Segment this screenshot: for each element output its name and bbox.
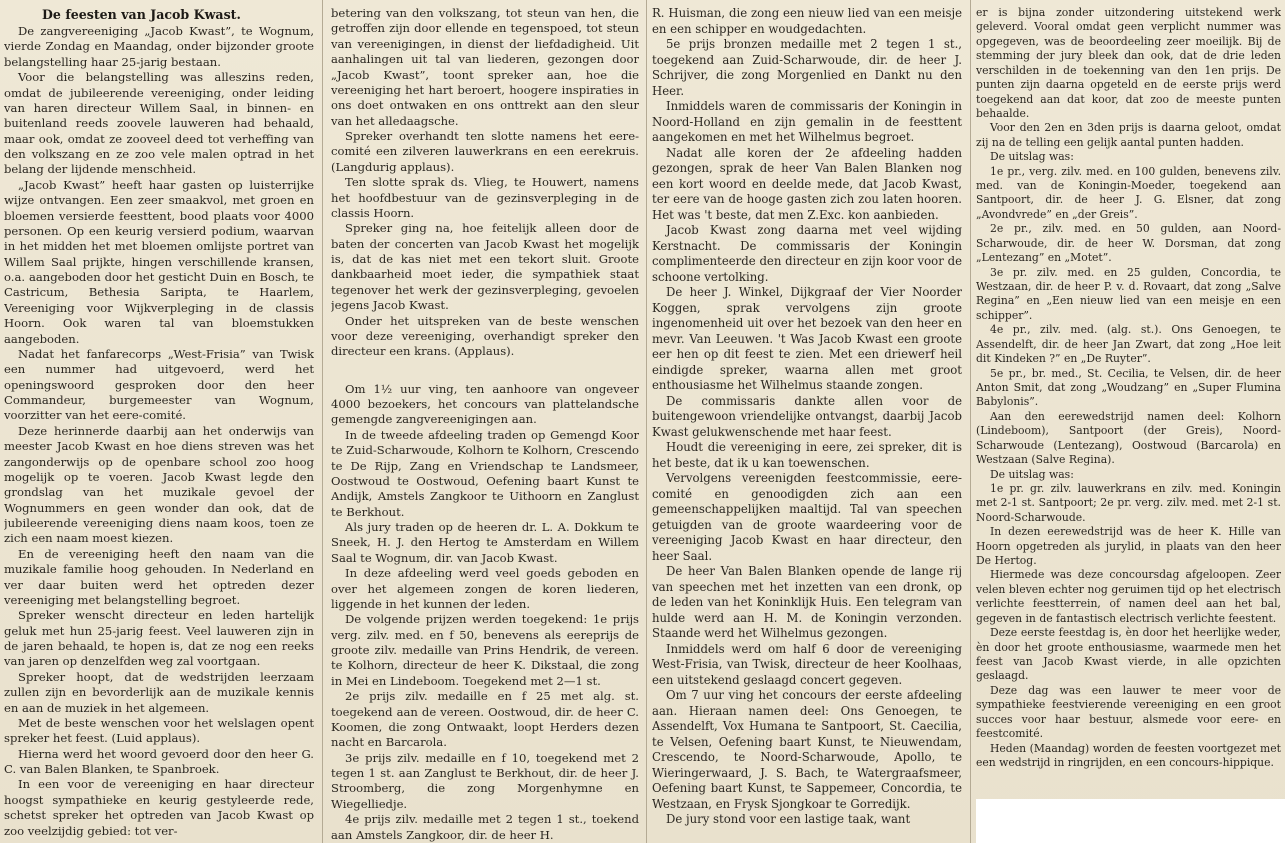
paragraph: Deze herinnerde daarbij aan het onderwijs van meester Jacob Kwast en hoe diens streven was het zangonderwijs op de openbare school zoo hoog mogelijk op te voeren. Jacob Kwast legde den grondslag van het muzikale gevoel der Wognummers en geen wonder dan ook, dat de jubileerende vereeniging diens naam koos, toen ze zich een naam moest kiezen. <box>4 423 314 546</box>
paragraph: Ten slotte sprak ds. Vlieg, te Houwert, namens het hoofdbestuur van de gezinsverpleging in de classis Hoorn. <box>331 175 639 220</box>
paragraph: 4e prijs zilv. medaille met 2 tegen 1 st., toekend aan Amstels Zangkoor, dir. de heer H. <box>331 812 639 842</box>
paragraph: Spreker hoopt, dat de wedstrijden leerzaam zullen zijn en bevorderlijk aan de muzikale kennis en aan de muziek in het algemeen. <box>4 669 314 715</box>
paragraph: Om 1½ uur ving, ten aanhoore van ongeveer 4000 bezoekers, het concours van plattelandsche gemengde zangvereenigingen aan. <box>331 381 639 427</box>
article-column-1 <box>4 6 314 843</box>
paragraph: 3e prijs zilv. medaille en f 10, toegekend met 2 tegen 1 st. aan Zanglust te Berkhout, dir. de heer J. Stroomberg, die zong Morgenhymne en Wiegelliedje. <box>331 750 639 811</box>
paragraph: In dezen eerewedstrijd was de heer K. Hille van Hoorn opgetreden als jurylid, in plaats van den heer De Hertog. <box>976 525 1281 568</box>
paragraph: Heden (Maandag) worden de feesten voortgezet met een wedstrijd in ringrijden, en een concours-hippique. <box>976 741 1281 769</box>
paragraph: De heer Van Balen Blanken opende de lange rij van speechen met het inzetten van een dronk, op de leden van het Koninklijk Huis. Een telegram van hulde werd aan H. M. de Koningin verzonden. Staande werd het Wilhelmus gezongen. <box>652 564 962 640</box>
paragraph: In de tweede afdeeling traden op Gemengd Koor te Zuid-Scharwoude, Kolhorn te Kolhorn, Crescendo te De Rijp, Zang en Vriendschap te Landsmeer, Oostwoud te Oostwoud, Oefening baart Kunst te Andijk, Amstels Zangkoor te Uithoorn en Zanglust te Berkhout. <box>331 427 639 519</box>
paragraph: Voor die belangstelling was alleszins reden, omdat de jubileerende vereeniging, onder leiding van haren directeur Willem Saal, in binnen- en buitenland reeds zoovele lauweren had behaald, maar ook, omdat ze zooveel deed tot verheffing van den volkszang en ze zoo vele malen optrad in het belang der lijdende menschheid. <box>4 70 314 177</box>
column-divider <box>970 0 971 843</box>
paragraph: Nadat alle koren der 2e afdeeling hadden gezongen, sprak de heer Van Balen Blanken nog een kort woord en deelde mede, dat Jacob Kwast, ter eere van de hooge gasten zich zou laten hooren. Het was 't beste, dat men Z.Exc. kon aanbieden. <box>652 145 962 222</box>
paragraph: 1e pr. gr. zilv. lauwerkrans en zilv. med. Koningin met 2-1 st. Santpoort; 2e pr. verg. zilv. med. met 2-1 st. Noord-Scharwoude. <box>976 481 1281 524</box>
paragraph: De uitslag was: <box>990 150 1074 164</box>
paragraph: Deze dag was een lauwer te meer voor de sympathieke feestvierende vereeniging en een groot succes voor haar bestuur, alsmede voor eere- en feestcomité. <box>976 683 1281 741</box>
paragraph: De zangvereeniging „Jacob Kwast”, te Wognum, vierde Zondag en Maandag, onder bijzonder groote belangstelling haar 25-jarig bestaan. <box>4 24 314 69</box>
column-divider <box>646 0 647 843</box>
paragraph: Spreker overhandt ten slotte namens het eere-comité een zilveren lauwerkrans en een eerekruis. (Langdurig applaus). <box>331 129 639 174</box>
paragraph: „Jacob Kwast” heeft haar gasten op luisterrijke wijze ontvangen. Een zeer smaakvol, met groen en bloemen versierde feesttent, bood plaats voor 4000 personen. Op een keurig versierd podium, waarvan in het midden het met bloemen omlijste portret van Willem Saal prijkte, hingen verschillende kransen, o.a. aangeboden door het gesticht Duin en Bosch, te Castricum, Bethesia Saripta, te Haarlem, Vereeniging voor Wijkverpleging in de classis Hoorn. Ook waren tal van bloemstukken aangeboden. <box>4 177 314 346</box>
column-divider <box>322 0 323 843</box>
paragraph: Als jury traden op de heeren dr. L. A. Dokkum te Sneek, H. J. den Hertog te Amsterdam en Willem Saal te Wognum, dir. van Jacob Kwast. <box>331 520 639 565</box>
paragraph: Onder het uitspreken van de beste wenschen voor deze vereeniging, overhandigt spreker den directeur een krans. (Applaus). <box>331 313 639 359</box>
paragraph: Voor den 2en en 3den prijs is daarna geloot, omdat zij na de telling een gelijk aantal punten hadden. <box>976 121 1281 149</box>
paragraph: De uitslag was: <box>990 467 1074 481</box>
paragraph: 1e pr., verg. zilv. med. en 100 gulden, benevens zilv. med. van de Koningin-Moeder, toegekend aan Santpoort, dir. de heer J. G. Elsner, dat zong „Avondvrede” en „der Greis”. <box>976 164 1281 221</box>
paragraph: In deze afdeeling werd veel goeds geboden en over het algemeen zongen de koren liederen, liggende in het kunnen der leden. <box>331 566 639 611</box>
paragraph: 2e pr., zilv. med. en 50 gulden, aan Noord-Scharwoude, dir. de heer W. Dorsman, dat zong „Lentezang” en „Motet”. <box>976 222 1281 265</box>
article-column-3 <box>652 6 962 843</box>
paragraph: 4e pr., zilv. med. (alg. st.). Ons Genoegen, te Assendelft, dir. de heer Jan Zwart, dat zong „Hoe leit dit Kindeken ?” en „De Ruyter”. <box>976 323 1281 366</box>
article-title: De feesten van Jacob Kwast. <box>42 7 241 22</box>
paragraph: Jacob Kwast zong daarna met veel wijding Kerstnacht. De commissaris der Koningin complimenteerde den directeur en zijn koor voor de schoone vertolking. <box>652 223 962 284</box>
paragraph: Inmiddels werd om half 6 door de vereeniging West-Frisia, van Twisk, directeur de heer Koolhaas, een uitstekend geslaagd concert gegeven. <box>652 641 962 687</box>
paragraph: Vervolgens vereenigden feestcommissie, eere-comité en genoodigden zich aan een gemeenschappelijken maaltijd. Tal van speechen getuigden van de groote waardeering voor de vereeniging Jacob Kwast en haar directeur, den heer Saal. <box>652 471 962 563</box>
paragraph: En de vereeniging heeft den naam van die muzikale familie hoog gehouden. In Nederland en ver daar buiten werd het optreden dezer vereeniging met belangstelling begroet. <box>4 546 314 607</box>
paragraph: 5e prijs bronzen medaille met 2 tegen 1 st., toegekend aan Zuid-Scharwoude, dir. de heer J. Schrijver, die zong Morgenlied en Dankt nu den Heer. <box>652 37 962 98</box>
article-column-2 <box>331 6 639 843</box>
paragraph: Hierna werd het woord gevoerd door den heer G. C. van Balen Blanken, te Spanbroek. <box>4 746 314 776</box>
paragraph: De jury stond voor een lastige taak, want <box>666 812 911 826</box>
paragraph: Spreker ging na, hoe feitelijk alleen door de baten der concerten van Jacob Kwast het mogelijk is, dat de kas niet met een tekort sluit. Groote dankbaarheid moet ieder, die sympathiek staat tegenover het werk der gezinsverpleging, gevoelen jegens Jacob Kwast. <box>331 221 639 313</box>
paragraph: Aan den eerewedstrijd namen deel: Kolhorn (Lindeboom), Santpoort (der Greis), Noord-Scharwoude (Lentezang), Oostwoud (Barcarola) en Westzaan (Salve Regina). <box>976 409 1281 467</box>
paragraph: Deze eerste feestdag is, èn door het heerlijke weder, èn door het groote enthousiasme, waarmede men het feest van Jacob Kwast vierde, in alle opzichten geslaagd. <box>976 626 1281 683</box>
article-column-4 <box>976 6 1281 801</box>
paragraph: Houdt die vereeniging in eere, zei spreker, dit is het beste, dat ik u kan toewenschen. <box>652 440 962 470</box>
paragraph: Spreker wenscht directeur en leden hartelijk geluk met hun 25-jarig feest. Veel lauweren zijn in de jaren behaald, te hopen is, dat ze nog een reeks van jaren op denzelfden weg zal voortgaan. <box>4 608 314 669</box>
paragraph: Nadat het fanfarecorps „West-Frisia” van Twisk een nummer had uitgevoerd, werd het openingswoord gesproken door den heer Commandeur, burgemeester van Wognum, voorzitter van het eere-comité. <box>4 346 314 423</box>
paragraph: De commissaris dankte allen voor de buitengewoon vriendelijke ontvangst, daarbij Jacob Kwast gelukwenschende met haar feest. <box>652 393 962 439</box>
paragraph: Om 7 uur ving het concours der eerste afdeeling aan. Hieraan namen deel: Ons Genoegen, te Assendelft, Vox Humana te Santpoort, St. Caecilia, te Velsen, Oefening baart Kunst, te Nieuwendam, Crescendo, te Noord-Scharwoude, Apollo, te Wieringerwaard, J. S. Bach, te Watergraafsmeer, Oefening baart Kunst, te Sappemeer, Concordia, te Westzaan, en Frysk Sjongkoar te Gorredijk. <box>652 688 962 811</box>
paragraph: 5e pr., br. med., St. Cecilia, te Velsen, dir. de heer Anton Smit, dat zong „Woudzang” en „Super Flumina Babylonis”. <box>976 366 1281 409</box>
paragraph: In een voor de vereeniging en haar directeur hoogst sympathieke en keurig gestyleerde rede, schetst spreker het optreden van Jacob Kwast op zoo veelzijdig gebied: tot ver- <box>4 777 314 838</box>
paragraph: Hiermede was deze concoursdag afgeloopen. Zeer velen bleven echter nog geruimen tijd op het electrisch verlichte feestterrein, of namen deel aan het bal, gegeven in de fantastisch electrisch verlichte feestent. <box>976 568 1281 625</box>
paragraph: De volgende prijzen werden toegekend: 1e prijs verg. zilv. med. en f 50, benevens als eereprijs de groote zilv. medaille van Prins Hendrik, de vereen. te Kolhorn, directeur de heer K. Dikstaal, die zong in Mei en Lindeboom. Toegekend met 2—1 st. <box>331 612 639 688</box>
paragraph: 3e pr. zilv. med. en 25 gulden, Concordia, te Westzaan, dir. de heer P. v. d. Rovaart, dat zong „Salve Regina” en „Een nieuw lied van een meisje en een schipper”. <box>976 265 1281 322</box>
paragraph: betering van den volkszang, tot steun van hen, die getroffen zijn door ellende en tegenspoed, tot steun van vereenigingen, in dienst der liefdadigheid. Uit aanhalingen uit tal van liederen, gezongen door „Jacob Kwast”, toont spreker aan, hoe die vereeniging het hart beroert, hoogere inspiraties in ons doet ontwaken en ons onttrekt aan den sleur van het alledaagsche. <box>331 6 639 128</box>
paragraph: er is bijna zonder uitzondering uitstekend werk geleverd. Vooral omdat geen verplicht nummer was opgegeven, was de beoordeeling zeer moeilijk. Bij de stemming der jury bleek dan ook, dat de drie leden verschilden in de toekenning van den 1en prijs. De punten zijn daarna opgeteld en de eerste prijs werd toegekend aan dat koor, dat zoo de meeste punten behaalde. <box>976 6 1281 120</box>
paragraph: R. Huisman, die zong een nieuw lied van een meisje en een schipper en woudgedachten. <box>652 6 962 36</box>
paragraph: Inmiddels waren de commissaris der Koningin in Noord-Holland en zijn gemalin in de feesttent aangekomen en met het Wilhelmus begroet. <box>652 99 962 144</box>
blank-corner <box>976 799 1285 843</box>
paragraph: De heer J. Winkel, Dijkgraaf der Vier Noorder Koggen, sprak vervolgens zijn groote ingenomenheid uit over het bezoek van den heer en mevr. Van Leeuwen. 't Was Jacob Kwast een groote eer hen op dit feest te zien. Met een driewerf heil eindigde spreker, waarna allen met groot enthousiasme het Wilhelmus staande zongen. <box>652 285 962 392</box>
paragraph: Met de beste wenschen voor het welslagen opent spreker het feest. (Luid applaus). <box>4 715 314 746</box>
paragraph: 2e prijs zilv. medaille en f 25 met alg. st. toegekend aan de vereen. Oostwoud, dir. de heer C. Koomen, die zong Ontwaakt, loopt Herders dezen nacht en Barcarola. <box>331 689 639 750</box>
